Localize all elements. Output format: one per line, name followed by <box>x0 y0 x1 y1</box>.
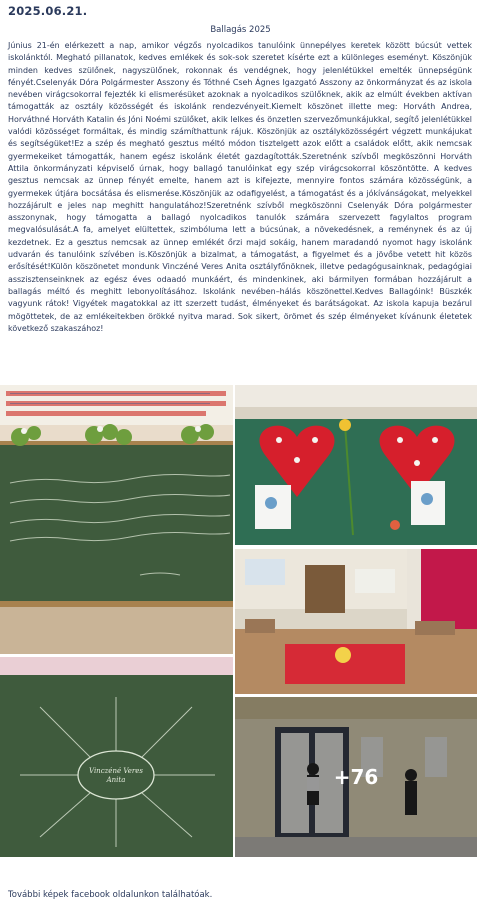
flower-hearts-photo[interactable] <box>235 385 477 545</box>
class-names-board-photo[interactable] <box>0 657 233 857</box>
board-center-text: Vinczéné Veres Anita <box>89 767 143 784</box>
footer-note: További képek facebook oldalunkon találhatóak. <box>8 890 213 900</box>
classroom-table-photo[interactable] <box>235 549 477 694</box>
chalkboard-poem-photo[interactable] <box>0 385 233 654</box>
school-entrance-photo[interactable] <box>235 697 477 857</box>
more-photos-overlay[interactable] <box>235 697 477 857</box>
post-body: Június 21-én elérkezett a nap, amikor végzős nyolcadikos tanulóink ünnepélyes keretek között búcsút vettek iskolánktól. Megható pillanatok, kedves emlékek és sok-sok szeretet kísérte ezt a különleges eseményt. Köszönjük minden kedves szülőnek, nagyszülőnek, rokonnak és vendégnek, hogy jelenlétükkel emelték ünnepségünk fényét.Cselenyák Dóra Polgármester Asszony és Tóthné Cseh Ágnes Igazgató Asszony az önkormányzat és az iskola nevében virágcsokorral fejezték ki elismerésüket azoknak a nyolcadikos szülőknek, akik az elmúlt években aktívan támogatták az osztály közösségét és iskolánk rendezvényeit.Kiemelt köszönet illette meg: Horváth Andrea, Horváthné Horváth Katalin és Jóni Noémi szülőket, akik lelkes és önzetlen szervezőmunkájukkal, segítő jelenlétükkel valódi közösséget formáltak, és mindig számíthattunk rájuk. Köszönjük az osztályközösségért végzett munkájukat és segítségüket!Ez a szép és megható gesztus méltó módon tisztelgett azok előtt a családok előtt, akik nemcsak gyermekeiket támogatták, hanem egész iskolánk életét gazdagították.Szeretnénk szívből megköszönni Horváth Attila önkormányzati képviselő úrnak, hogy ballagó tanulóinkat egy szép virágcsokorral köszöntötte. A kedves gesztus nemcsak az ünnep fényét emelte, hanem azt is kifejezte, mennyire fontos számára közösségünk, a gyermekek útjára bocsátása és elismerése.Köszönjük az odafigyelést, a támogatást és a jókívánságokat, melyekkel hozzájárult e jeles nap meghitt hangulatához!Szeretnénk szívből megköszönni Cselenyák Dóra polgármester asszonynak, hogy támogatta a ballagó nyolcadikos tanulók számára szervezett fagylaltos program megvalósulását.A fa, amelyet elültettek, szimbóluma lett a búcsúnak, a növekedésnek, a reménynek és az új kezdetnek. Ez a gesztus nemcsak az ünnep emlékét őrzi majd sokáig, hanem maradandó nyomot hagy iskolánk udvarán és tanulóink szívében is.Köszönjük a bizalmat, a támogatást, a figyelmet és a jövőbe vetett hit közös erősítését!Külön köszönetet mondunk Vinczéné Veres Anita osztályfőnöknek, illetve pedagógusainknak, pedagógiai asszisztenseinknek az egész éves odaadó munkáért, és mindenkinek, aki bármilyen formában hozzájárult a ballagás méltó és meghitt lebonyolításához. Iskolánk nevében–hálás köszönettel.Kedves Ballagóink! Büszkék vagyunk rátok! Vigyétek magatokkal az itt szerzett tudást, élményeket és barátságokat. Az iskola kapuja bezárul mögöttetek, de az emlékeitekben örökké nyitva marad. Sok sikert, örömet és szép élményeket kívánunk életetek következő szakaszához! <box>8 41 472 333</box>
post-title: Ballagás 2025 <box>210 25 271 35</box>
more-photos-count: +76 <box>333 765 379 789</box>
post-date: 2025.06.21. <box>8 4 88 18</box>
photo-gallery <box>0 385 481 857</box>
